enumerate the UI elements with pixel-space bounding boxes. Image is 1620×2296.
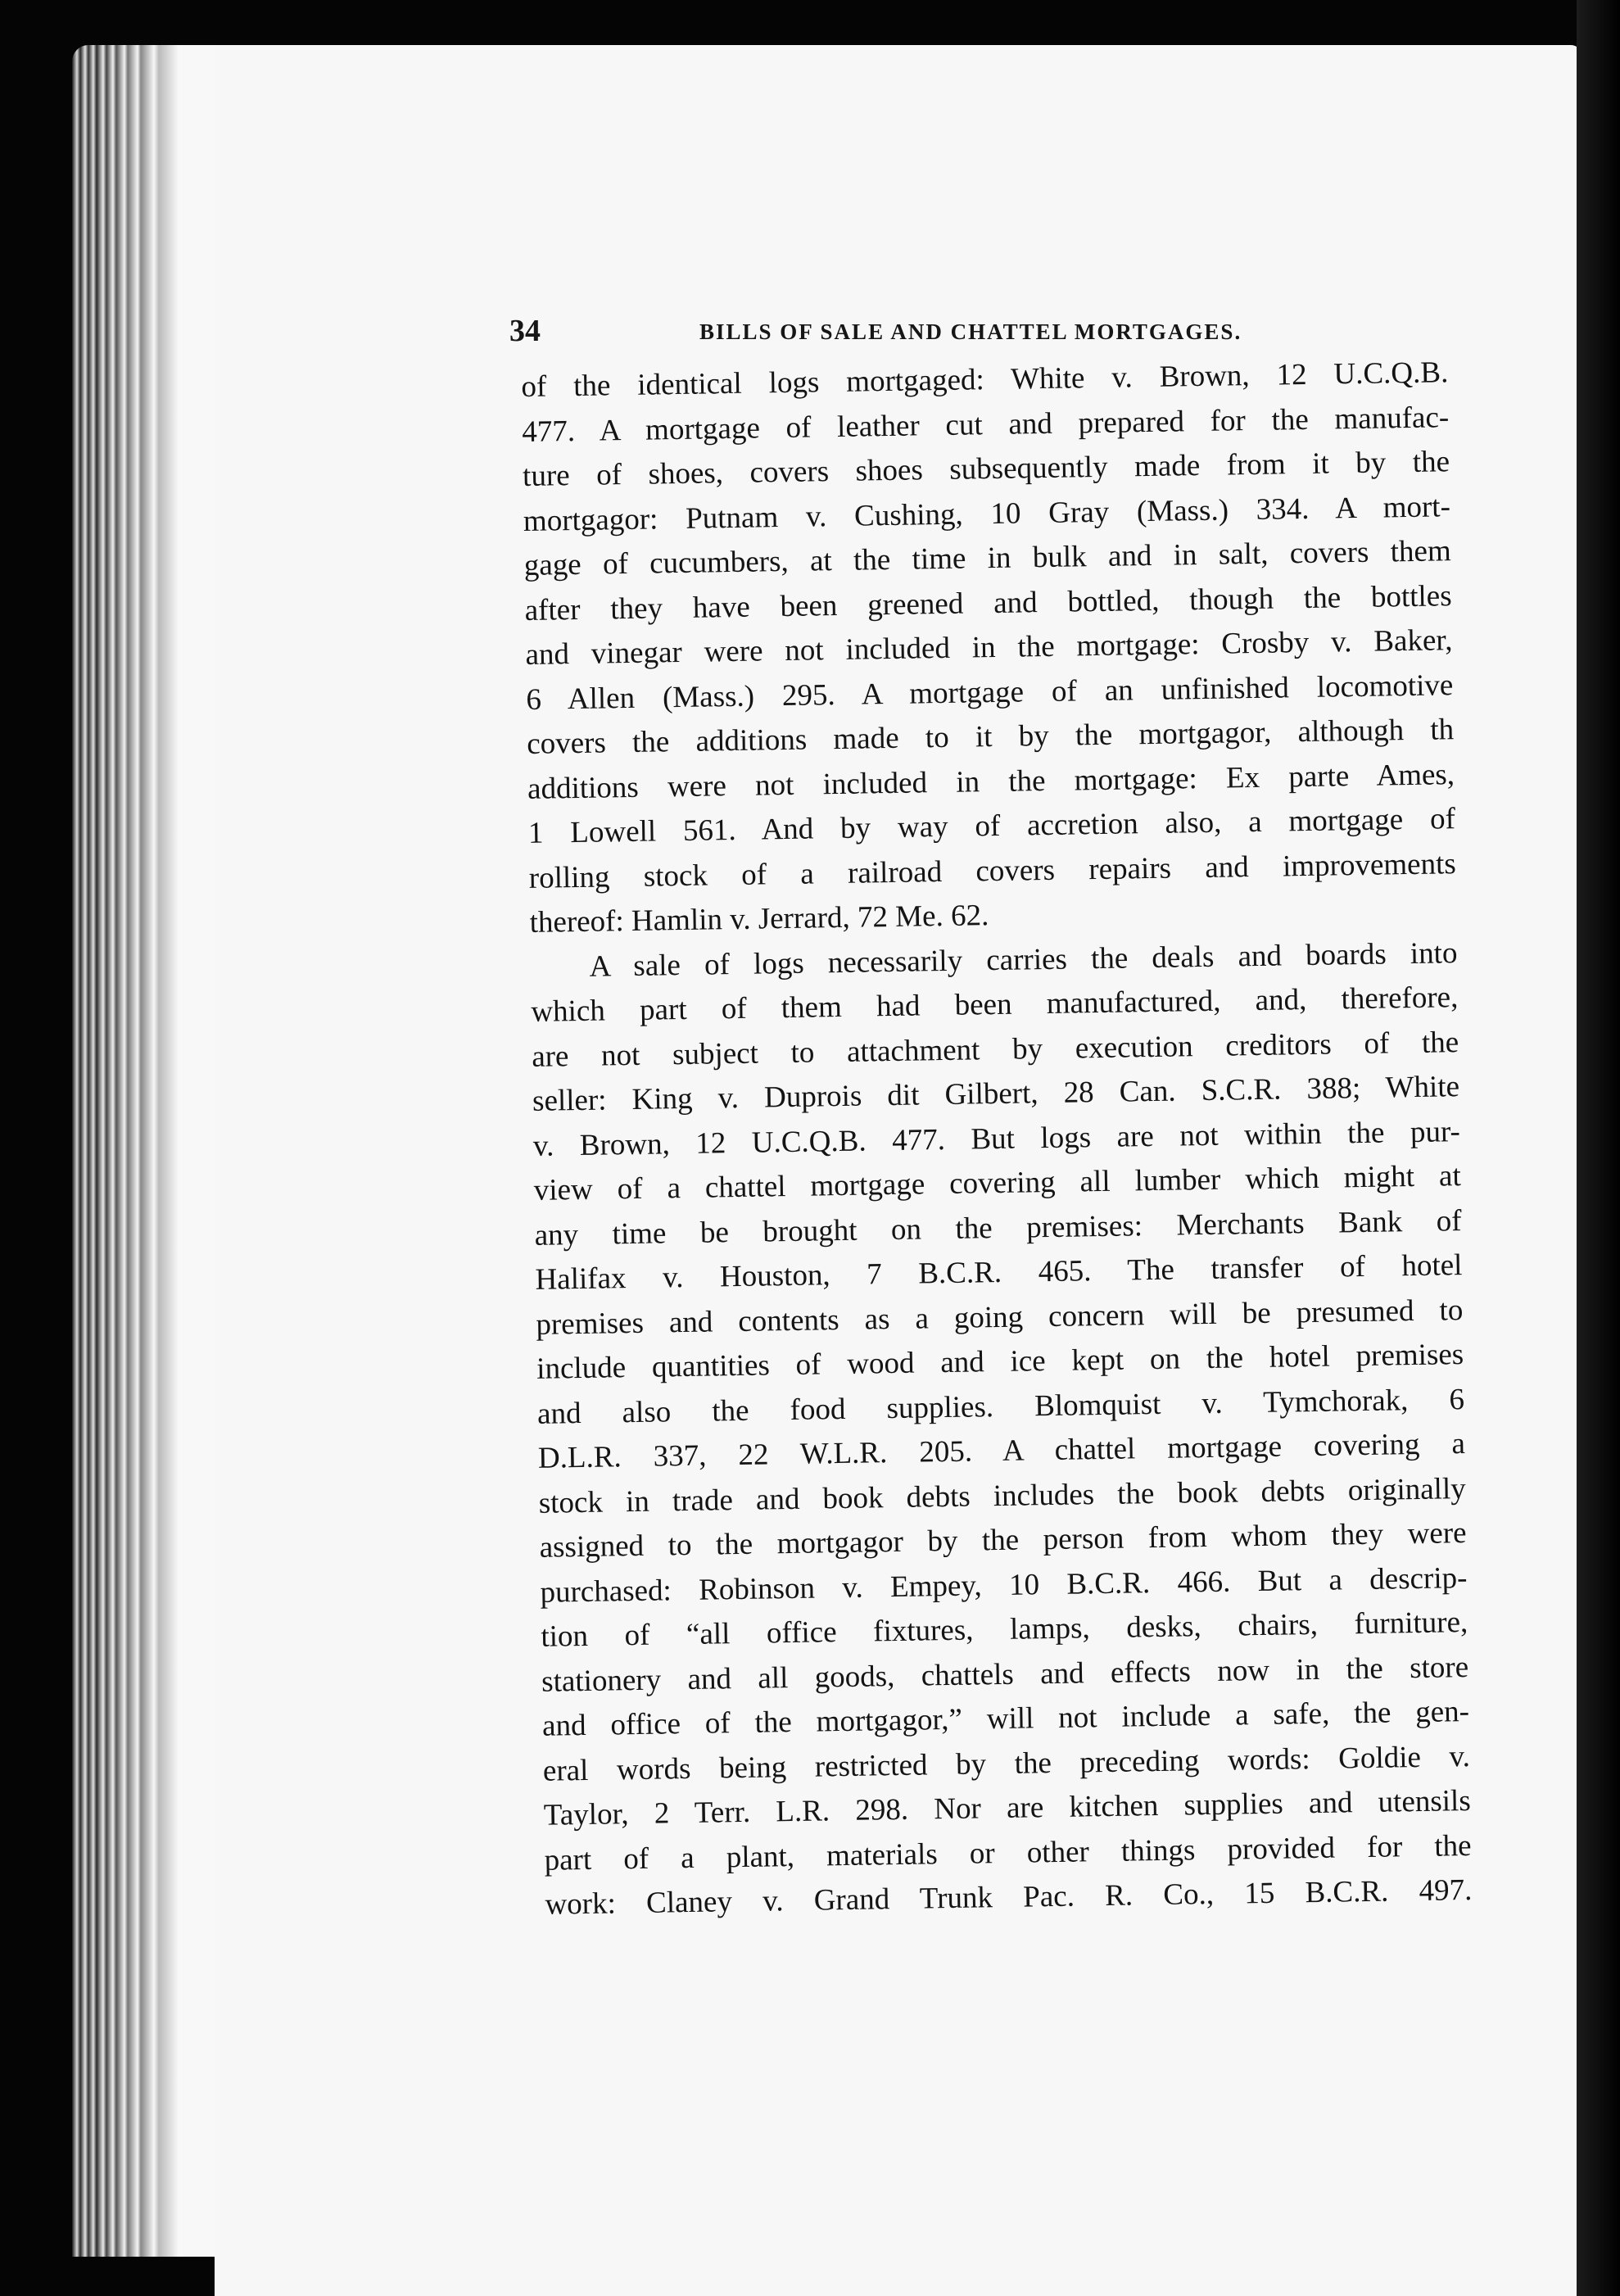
text-line: after they have been greened and bottled, though the bottles — [524, 578, 1452, 627]
text-line: and also the food supplies. Blomquist v. Tymchorak, 6 — [536, 1382, 1465, 1431]
text-line: and vinegar were not included in the mortgage: Crosby v. Baker, — [525, 623, 1453, 672]
text-line: Taylor, 2 Terr. L.R. 298. Nor are kitchen supplies and utensils — [543, 1784, 1471, 1832]
text-line: rolling stock of a railroad covers repairs and improvements — [528, 846, 1457, 895]
text-line: D.L.R. 337, 22 W.L.R. 205. A chattel mortgage covering a — [537, 1427, 1466, 1475]
text-line: premises and contents as a going concern will be presumed to — [536, 1293, 1464, 1342]
text-line: any time be brought on the premises: Merchants Bank of — [534, 1203, 1462, 1252]
text-line: 1 Lowell 561. And by way of accretion also, a mortgage of — [527, 802, 1456, 850]
text-line: of the identical logs mortgaged: White v. Brown, 12 U.C.Q.B. — [521, 355, 1449, 404]
text-line: ture of shoes, covers shoes subsequently made from it by the — [522, 445, 1450, 493]
text-line: mortgagor: Putnam v. Cushing, 10 Gray (Mass.) 334. A mort- — [523, 489, 1451, 538]
page-number: 34 — [509, 314, 541, 348]
text-line: thereof: Hamlin v. Jerrard, 72 Me. 62. — [529, 899, 989, 940]
running-title: BILLS OF SALE AND CHATTEL MORTGAGES. — [699, 319, 1242, 344]
text-line: 477. A mortgage of leather cut and prepared for the manufac- — [521, 400, 1450, 449]
book-page-edges — [72, 45, 228, 2257]
text-line: A sale of logs necessarily carries the deals and boards into — [589, 935, 1458, 984]
text-line: v. Brown, 12 U.C.Q.B. 477. But logs are not within the pur- — [532, 1114, 1461, 1163]
paragraph-1 — [521, 351, 1457, 945]
text-line: Halifax v. Houston, 7 B.C.R. 465. The transfer of hotel — [535, 1248, 1463, 1297]
page-header — [509, 311, 1419, 352]
text-line: part of a plant, materials or other things provided for the — [544, 1828, 1472, 1877]
text-line: seller: King v. Duprois dit Gilbert, 28 Can. S.C.R. 388; White — [532, 1070, 1460, 1118]
paragraph-2 — [530, 931, 1473, 1928]
text-line: stock in trade and book debts includes the book debts originally — [538, 1471, 1466, 1520]
text-line: assigned to the mortgagor by the person from whom they were — [539, 1516, 1467, 1565]
text-line: include quantities of wood and ice kept on the hotel premises — [536, 1338, 1464, 1386]
text-line: purchased: Robinson v. Empey, 10 B.C.R. 466. But a descrip- — [540, 1560, 1468, 1610]
text-line: stationery and all goods, chattels and effects now in the store — [541, 1650, 1469, 1699]
text-line: gage of cucumbers, at the time in bulk and in salt, covers them — [523, 534, 1452, 582]
text-line: additions were not included in the mortgage: Ex parte Ames, — [527, 757, 1455, 806]
binding-shadow — [1577, 0, 1620, 2296]
text-line: 6 Allen (Mass.) 295. A mortgage of an unfinished locomotive — [526, 668, 1454, 717]
text-line: tion of “all office fixtures, lamps, desks, chairs, furniture, — [541, 1605, 1468, 1654]
text-line: covers the additions made to it by the mortgagor, although th — [526, 713, 1455, 761]
text-line: eral words being restricted by the preceding words: Goldie v. — [542, 1739, 1471, 1788]
text-line: are not subject to attachment by execution creditors of the — [531, 1025, 1459, 1074]
text-line: and office of the mortgagor,” will not include a safe, the gen- — [541, 1695, 1470, 1743]
text-line: work: Claney v. Grand Trunk Pac. R. Co., 15 B.C.R. 497. — [545, 1873, 1473, 1922]
text-line: view of a chattel mortgage covering all lumber which might at — [533, 1159, 1462, 1207]
text-line: which part of them had been manufactured, and, therefore, — [531, 980, 1459, 1029]
body-text — [521, 351, 1473, 1927]
